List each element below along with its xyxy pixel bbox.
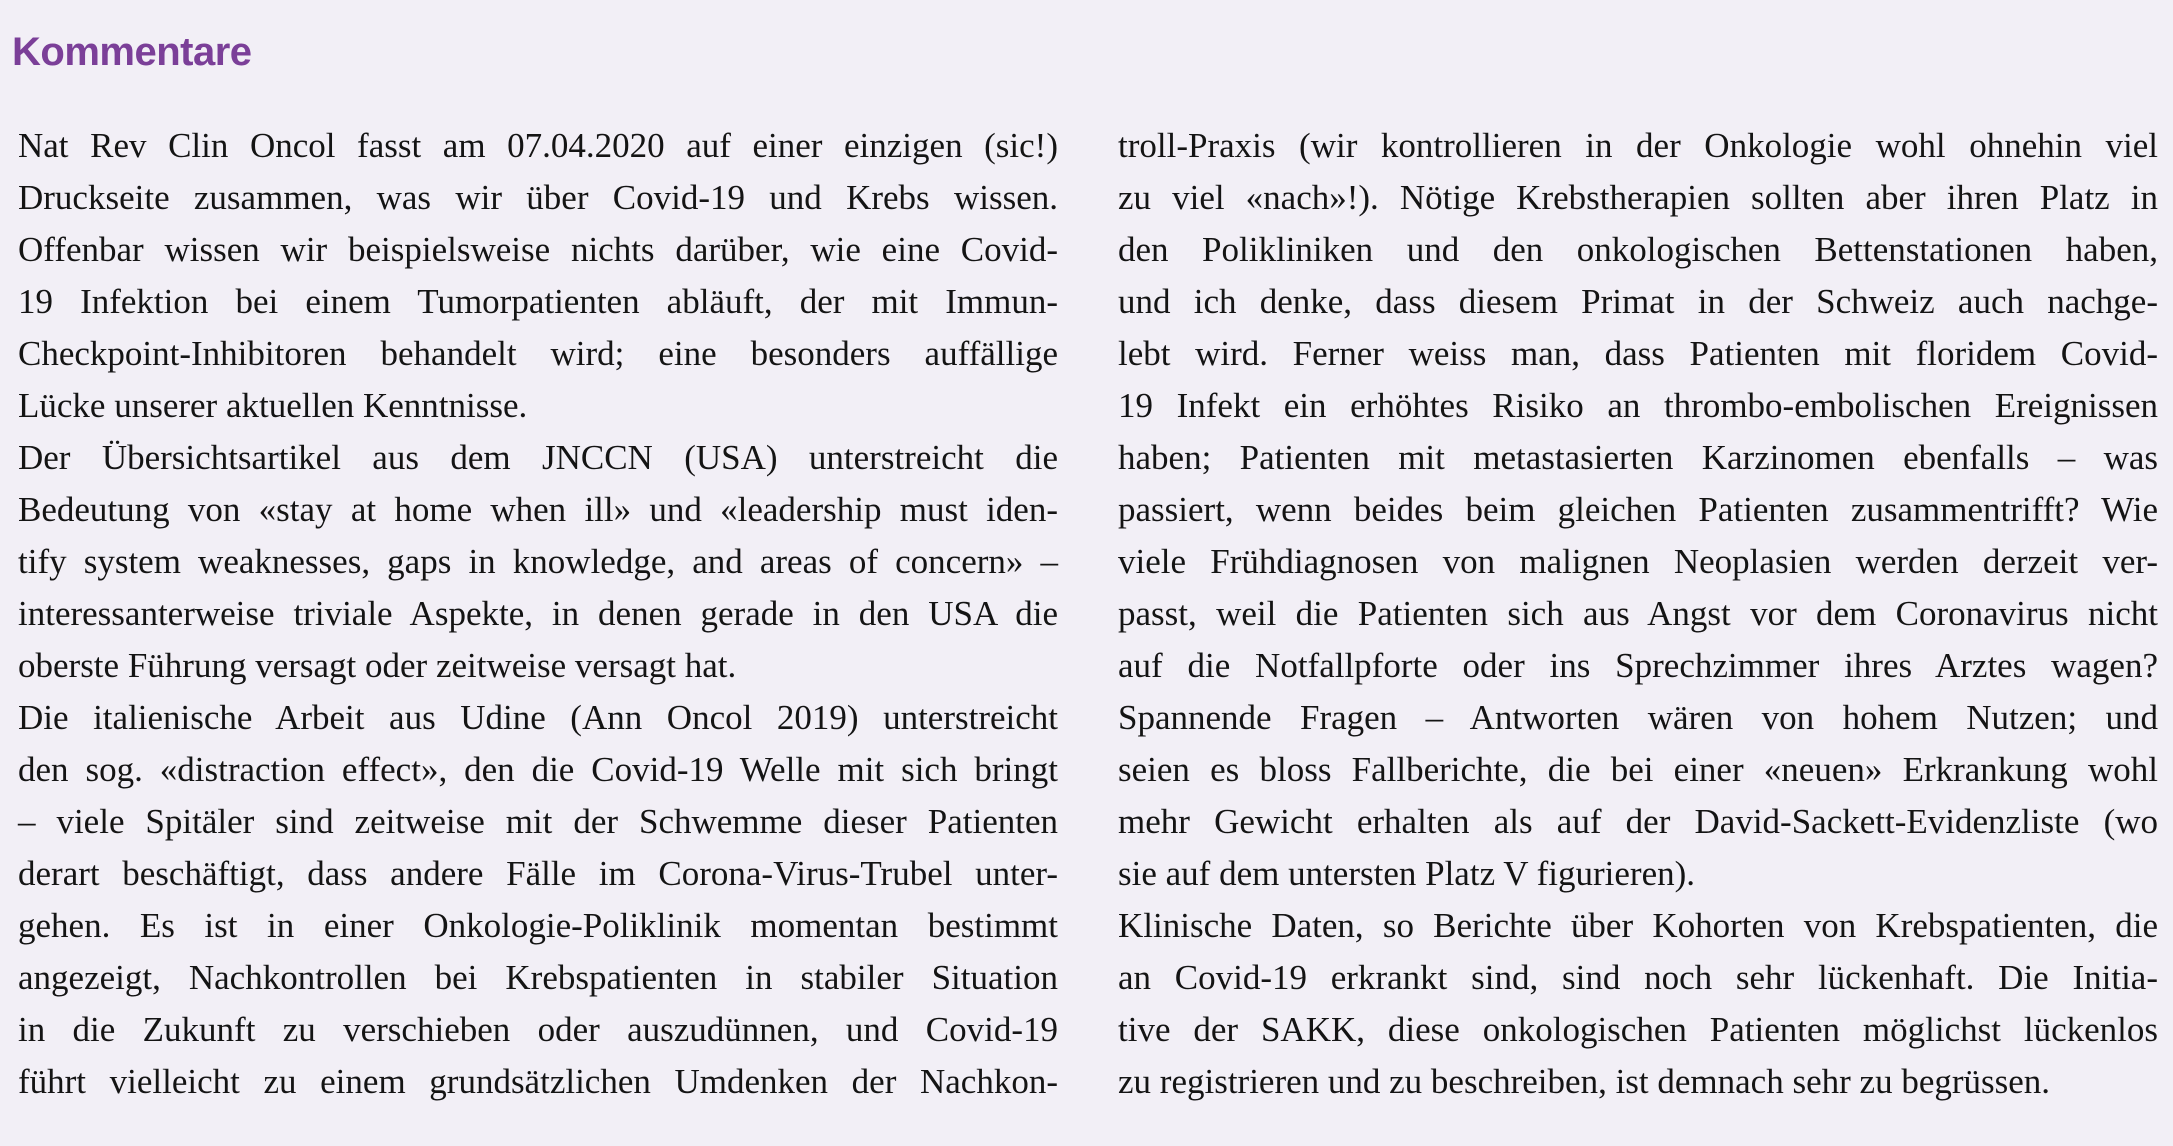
text-line: den sog. «distraction effect», den die Covid-19 Welle mit sich bringt: [18, 750, 1058, 789]
text-line: sie auf dem untersten Platz V figurieren).: [1118, 854, 1696, 893]
text-line: mehr Gewicht erhalten als auf der David-Sackett-Evidenzliste (wo: [1118, 802, 2158, 841]
text-line: Nat Rev Clin Oncol fasst am 07.04.2020 auf einer einzigen (sic!): [18, 126, 1058, 165]
text-line: troll-Praxis (wir kontrollieren in der Onkologie wohl ohnehin viel: [1118, 126, 2158, 165]
text-line: führt vielleicht zu einem grundsätzlichen Umdenken der Nachkon-: [18, 1062, 1058, 1101]
text-line: Offenbar wissen wir beispielsweise nichts darüber, wie eine Covid-: [18, 230, 1058, 269]
text-line: 19 Infekt ein erhöhtes Risiko an thrombo-embolischen Ereignissen: [1118, 386, 2158, 425]
text-line: Lücke unserer aktuellen Kenntnisse.: [18, 386, 528, 425]
text-line: und ich denke, dass diesem Primat in der Schweiz auch nachge-: [1118, 282, 2158, 321]
text-line: an Covid-19 erkrankt sind, sind noch sehr lückenhaft. Die Initia-: [1118, 958, 2158, 997]
text-line: Checkpoint-Inhibitoren behandelt wird; eine besonders auffällige: [18, 334, 1058, 373]
text-line: 19 Infektion bei einem Tumorpatienten abläuft, der mit Immun-: [18, 282, 1058, 321]
text-line: angezeigt, Nachkontrollen bei Krebspatienten in stabiler Situation: [18, 958, 1058, 997]
text-column-left: [18, 120, 1058, 1108]
text-line: Spannende Fragen – Antworten wären von hohem Nutzen; und: [1118, 698, 2158, 737]
text-line: zu registrieren und zu beschreiben, ist demnach sehr zu begrüssen.: [1118, 1062, 2051, 1101]
text-line: in die Zukunft zu verschieben oder auszudünnen, und Covid-19: [18, 1010, 1058, 1049]
text-line: auf die Notfallpforte oder ins Sprechzimmer ihres Arztes wagen?: [1118, 646, 2158, 685]
text-line: Bedeutung von «stay at home when ill» und «leadership must iden-: [18, 490, 1058, 529]
text-line: – viele Spitäler sind zeitweise mit der Schwemme dieser Patienten: [18, 802, 1058, 841]
text-line: lebt wird. Ferner weiss man, dass Patienten mit floridem Covid-: [1118, 334, 2158, 373]
text-line: derart beschäftigt, dass andere Fälle im Corona-Virus-Trubel unter-: [18, 854, 1058, 893]
text-line: Die italienische Arbeit aus Udine (Ann Oncol 2019) unterstreicht: [18, 698, 1058, 737]
text-line: tive der SAKK, diese onkologischen Patienten möglichst lückenlos: [1118, 1010, 2158, 1049]
text-column-right: [1118, 120, 2158, 1108]
text-line: tify system weaknesses, gaps in knowledge, and areas of concern» –: [18, 542, 1058, 581]
text-line: passiert, wenn beides beim gleichen Patienten zusammentrifft? Wie: [1118, 490, 2158, 529]
section-title: Kommentare: [12, 30, 252, 74]
text-line: den Polikliniken und den onkologischen Bettenstationen haben,: [1118, 230, 2158, 269]
text-line: gehen. Es ist in einer Onkologie-Poliklinik momentan bestimmt: [18, 906, 1058, 945]
text-line: Druckseite zusammen, was wir über Covid-19 und Krebs wissen.: [18, 178, 1058, 217]
text-line: oberste Führung versagt oder zeitweise versagt hat.: [18, 646, 737, 685]
text-line: Klinische Daten, so Berichte über Kohorten von Krebspatienten, die: [1118, 906, 2158, 945]
text-line: seien es bloss Fallberichte, die bei einer «neuen» Erkrankung wohl: [1118, 750, 2158, 789]
text-line: passt, weil die Patienten sich aus Angst vor dem Coronavirus nicht: [1118, 594, 2158, 633]
text-line: viele Frühdiagnosen von malignen Neoplasien werden derzeit ver-: [1118, 542, 2158, 581]
text-line: interessanterweise triviale Aspekte, in denen gerade in den USA die: [18, 594, 1058, 633]
text-line: haben; Patienten mit metastasierten Karzinomen ebenfalls – was: [1118, 438, 2158, 477]
text-line: Der Übersichtsartikel aus dem JNCCN (USA) unterstreicht die: [18, 438, 1058, 477]
text-line: zu viel «nach»!). Nötige Krebstherapien sollten aber ihren Platz in: [1118, 178, 2158, 217]
